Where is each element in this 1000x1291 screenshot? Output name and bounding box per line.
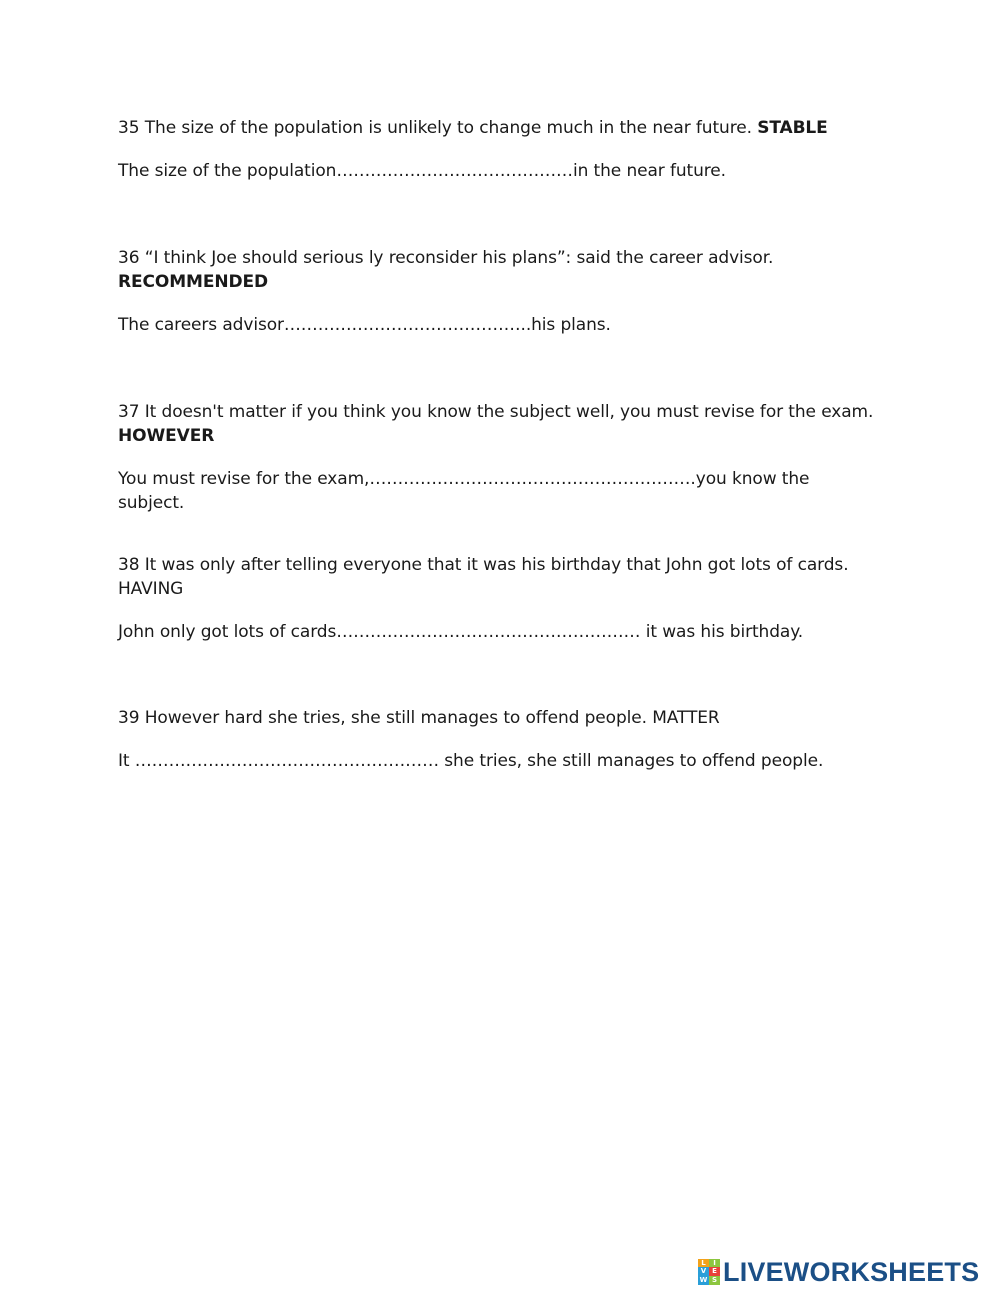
- question-39: [118, 706, 878, 773]
- answer-line[interactable]: The careers advisor……………………………………..his plans.: [118, 315, 611, 335]
- question-37: [118, 400, 878, 515]
- question-prompt: [118, 246, 878, 294]
- question-35: [118, 116, 878, 183]
- logo-letter: E: [709, 1267, 720, 1276]
- question-38: [118, 553, 878, 644]
- question-prompt: [118, 400, 878, 448]
- question-prompt: 38 It was only after telling everyone that it was his birthday that John got lots of cards. HAVING: [118, 555, 849, 599]
- answer-line[interactable]: It ……………………………………………… she tries, she still manages to offend people.: [118, 751, 824, 771]
- keyword: RECOMMENDED: [118, 272, 269, 292]
- answer-line[interactable]: John only got lots of cards……………………………………………… it was his birthday.: [118, 622, 804, 642]
- question-prompt: 39 However hard she tries, she still manages to offend people. MATTER: [118, 708, 720, 728]
- keyword: HOWEVER: [118, 426, 215, 446]
- prompt-text: 35 The size of the population is unlikely to change much in the near future.: [118, 118, 758, 138]
- prompt-text: 37 It doesn't matter if you think you know the subject well, you must revise for the exam.: [118, 402, 874, 422]
- logo-letter: W: [699, 1276, 708, 1284]
- keyword: STABLE: [757, 118, 828, 138]
- answer-line[interactable]: You must revise for the exam,………………………………………………….you know the subject.: [118, 469, 810, 513]
- question-36: [118, 246, 878, 337]
- answer-line[interactable]: The size of the population……………………………………in the near future.: [118, 161, 726, 181]
- logo-letter: I: [709, 1259, 720, 1267]
- logo-letter: L: [698, 1259, 709, 1267]
- question-prompt: [118, 116, 878, 140]
- prompt-text: 36 “I think Joe should serious ly reconsider his plans”: said the career advisor.: [118, 248, 774, 268]
- logo-icon: [698, 1259, 720, 1285]
- logo-letter: V: [698, 1267, 709, 1276]
- logo-letter: S: [709, 1276, 720, 1285]
- liveworksheets-logo: [698, 1258, 979, 1286]
- logo-text: LIVEWORKSHEETS: [723, 1257, 980, 1287]
